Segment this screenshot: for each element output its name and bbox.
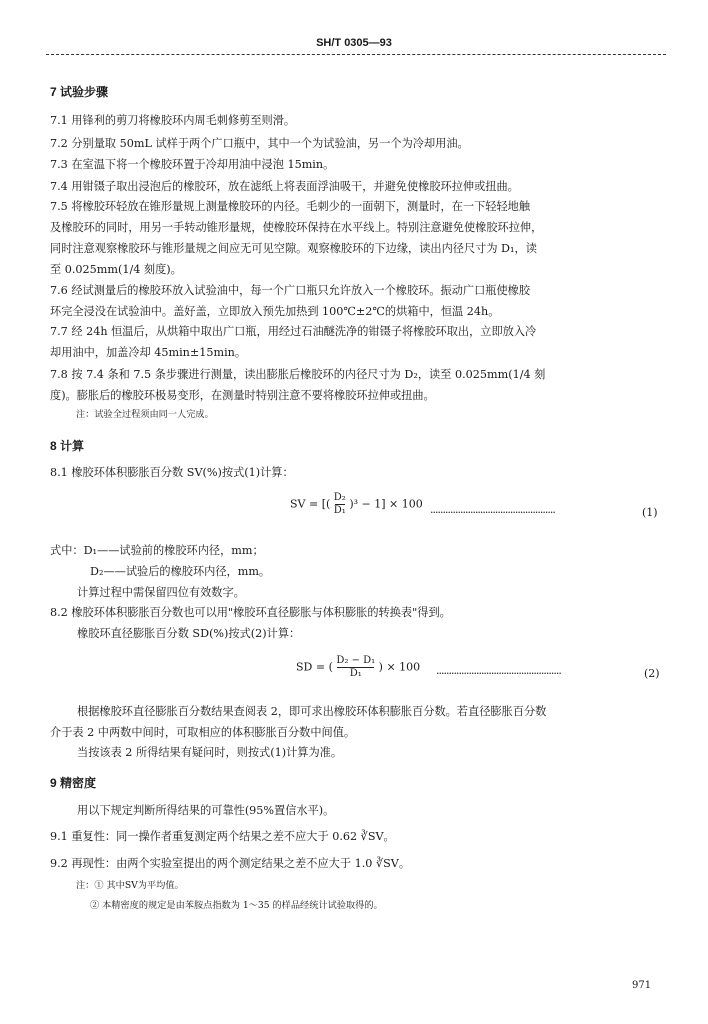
formula-1-denominator: D₁ bbox=[333, 505, 346, 516]
formula-1-numerator: D₂ bbox=[333, 492, 346, 503]
section-9-title: 9 精密度 bbox=[50, 776, 97, 790]
header-rule bbox=[46, 54, 666, 55]
formula-1-fraction bbox=[334, 492, 346, 517]
item-8-2-line1: 8.2 橡胶环体积膨胀百分数也可以用"橡胶环直径膨胀与体积膨胀的转换表"得到。 bbox=[50, 606, 451, 619]
item-7-5-line4: 至 0.025mm(1/4 刻度)。 bbox=[50, 263, 182, 276]
formula-2-leader-dots: ·················································· bbox=[436, 667, 561, 680]
formula-2-denominator: D₁ bbox=[349, 668, 362, 679]
significant-digits-note: 计算过程中需保留四位有效数字。 bbox=[77, 586, 245, 599]
section-9-note-1: 注：① 其中SV为平均值。 bbox=[76, 880, 184, 891]
item-7-1: 7.1 用锋利的剪刀将橡胶环内周毛刺修剪至则滑。 bbox=[50, 114, 296, 127]
table2-doubt-paragraph: 当按该表 2 所得结果有疑问时，则按式(1)计算为准。 bbox=[77, 746, 343, 759]
item-7-4: 7.4 用钳镊子取出浸泡后的橡胶环，放在滤纸上将表面浮油吸干，并避免使橡胶环拉伸或扭曲。 bbox=[50, 180, 519, 193]
formula-2-rhs: ) × 100 bbox=[378, 660, 421, 674]
formula-2-numerator: D₂ − D₁ bbox=[336, 655, 376, 666]
section-9-note-2: ② 本精密度的规定是由苯胺点指数为 1～35 的样品经统计试验取得的。 bbox=[90, 900, 383, 911]
item-7-8-line1: 7.8 按 7.4 条和 7.5 条步骤进行测量，读出膨胀后橡胶环的内径尺寸为 D₂，读至 0.025mm(1/4 刻 bbox=[50, 368, 546, 381]
table2-paragraph-line1: 根据橡胶环直径膨胀百分数结果查阅表 2，即可求出橡胶环体积膨胀百分数。若直径膨胀百分数 bbox=[77, 705, 547, 718]
item-7-6-line1: 7.6 经试测量后的橡胶环放入试验油中，每一个广口瓶只允许放入一个橡胶环。振动广口瓶使橡胶 bbox=[50, 284, 531, 297]
item-7-2: 7.2 分别量取 50mL 试样于两个广口瓶中，其中一个为试验油，另一个为冷却用油。 bbox=[50, 137, 469, 150]
item-7-5-line2: 及橡胶环的同时，用另一手转动锥形量规，使橡胶环保持在水平线上。特别注意避免使橡胶环拉伸， bbox=[50, 221, 543, 234]
section-7-note: 注：试验全过程须由同一人完成。 bbox=[76, 409, 214, 420]
item-7-7-line2: 却用油中，加盖冷却 45min±15min。 bbox=[50, 346, 247, 359]
item-8-1: 8.1 橡胶环体积膨胀百分数 SV(%)按式(1)计算： bbox=[50, 466, 294, 479]
item-7-5-line3: 同时注意观察橡胶环与锥形量规之间应无可见空隙。观察橡胶环的下边缘，读出内径尺寸为 D₁，读 bbox=[50, 242, 537, 255]
where-d2: D₂——试验后的橡胶环内径，mm。 bbox=[90, 565, 271, 578]
formula-1-leader-dots: ·················································· bbox=[430, 506, 555, 519]
formula-2 bbox=[296, 655, 420, 680]
formula-2-lhs: SD = ( bbox=[296, 660, 333, 674]
item-9-2-reproducibility: 9.2 再现性：由两个实验室提出的两个测定结果之差不应大于 1.0 ∛SV。 bbox=[50, 857, 411, 870]
section-7-title: 7 试验步骤 bbox=[50, 85, 109, 99]
item-7-7-line1: 7.7 经 24h 恒温后，从烘箱中取出广口瓶，用经过石油醚洗净的钳镊子将橡胶环取出，立即放入冷 bbox=[50, 325, 537, 338]
formula-2-fraction bbox=[336, 655, 375, 680]
item-9-1-repeatability: 9.1 重复性：同一操作者重复测定两个结果之差不应大于 0.62 ∛SV。 bbox=[50, 830, 395, 843]
formula-2-number: (2) bbox=[644, 667, 660, 680]
where-d1: 式中：D₁——试验前的橡胶环内径，mm； bbox=[50, 544, 264, 557]
formula-1 bbox=[290, 492, 423, 517]
item-7-8-line2: 度)。膨胀后的橡胶环极易变形，在测量时特别注意不要将橡胶环拉伸或扭曲。 bbox=[50, 389, 435, 402]
item-7-6-line2: 环完全浸没在试验油中。盖好盖，立即放入预先加热到 100℃±2℃的烘箱中，恒温 24h。 bbox=[50, 305, 500, 318]
page-number: 971 bbox=[632, 980, 652, 991]
formula-1-lhs: SV = [( bbox=[290, 497, 331, 511]
precision-intro: 用以下规定判断所得结果的可靠性(95%置信水平)。 bbox=[77, 804, 335, 817]
item-8-2-line2: 橡胶环直径膨胀百分数 SD(%)按式(2)计算： bbox=[77, 627, 301, 640]
item-7-5-line1: 7.5 将橡胶环轻放在锥形量规上测量橡胶环的内径。毛刺少的一面朝下，测量时，在一下轻轻地触 bbox=[50, 200, 531, 213]
standard-code-header: SH/T 0305—93 bbox=[316, 37, 392, 49]
formula-1-number: (1) bbox=[642, 506, 658, 519]
table2-paragraph-line2: 介于表 2 中两数中间时，可取相应的体积膨胀百分数中间值。 bbox=[50, 726, 356, 739]
item-7-3: 7.3 在室温下将一个橡胶环置于冷却用油中浸泡 15min。 bbox=[50, 158, 335, 171]
section-8-title: 8 计算 bbox=[50, 439, 85, 453]
formula-1-rhs: )³ − 1] × 100 bbox=[349, 497, 423, 511]
